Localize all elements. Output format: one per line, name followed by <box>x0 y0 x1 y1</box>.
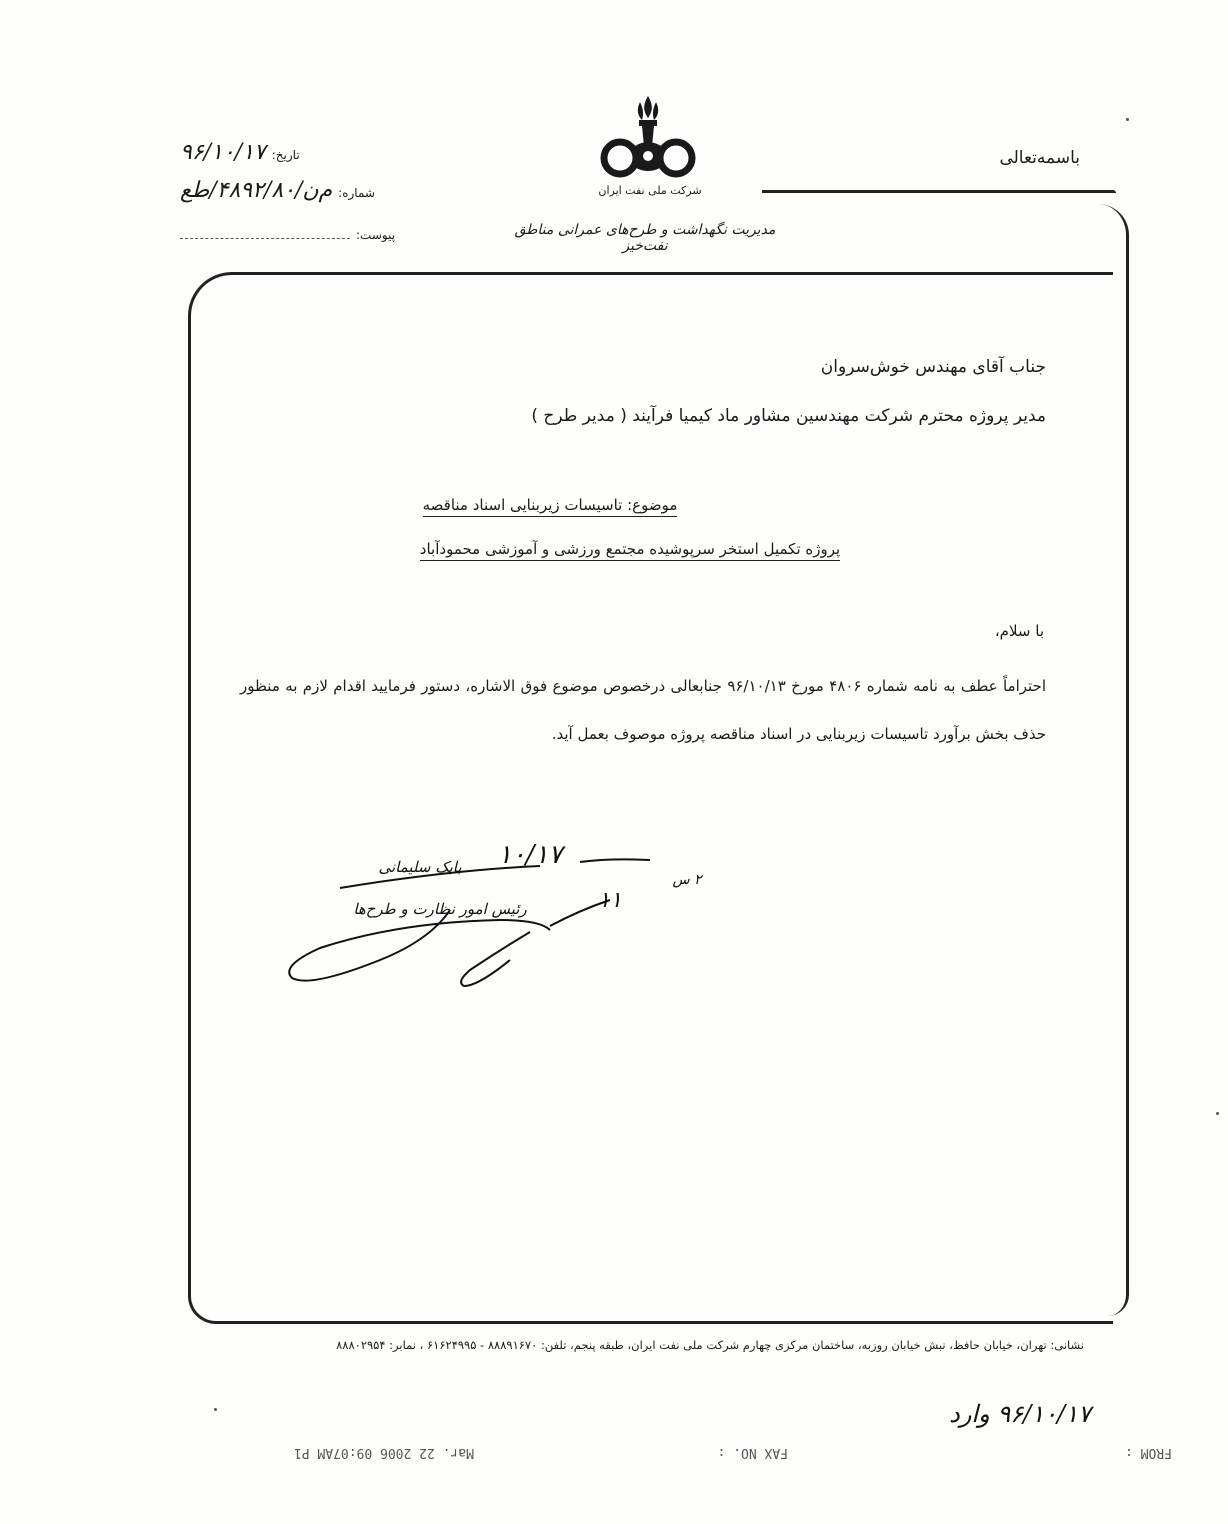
fax-timestamp: Mar. 22 2006 09:07AM P1 <box>293 1445 474 1460</box>
date-label: تاریخ: <box>271 148 300 162</box>
handwritten-received-note: ۹۶/۱۰/۱۷ وارد <box>949 1400 1091 1428</box>
addressee-line-1: جناب آقای مهندس خوش‌سروان <box>820 357 1046 377</box>
handwritten-date-note: ۱۰/۱۷ <box>497 840 563 870</box>
fax-number-label: FAX NO. : <box>717 1445 788 1460</box>
greeting: با سلام، <box>994 622 1044 640</box>
basmala-heading: باسمه‌تعالی <box>999 148 1080 168</box>
scan-speck <box>1216 1112 1219 1115</box>
meta-number-row <box>180 178 402 203</box>
fax-from-label: FROM : <box>1125 1445 1172 1460</box>
date-value: ۹۶/۱۰/۱۷ <box>180 140 266 165</box>
frame-top-border <box>762 190 1116 193</box>
department-name: مدیریت نگهداشت و طرح‌های عمرانی مناطق نفت‌خیز <box>514 222 776 254</box>
subject-line <box>300 496 800 514</box>
body-paragraph: احتراماً عطف به نامه شماره ۴۸۰۶ مورخ ۹۶/۱۰/۱۳ جنابعالی درخصوص موضوع فوق الاشاره، دستور فرمایید اقدام لازم به منظور حذف بخش برآورد تاسیسات زیربنایی در اسناد مناقصه پروژه موصوف بعمل آید. <box>240 677 1046 743</box>
meta-date-row <box>180 140 402 165</box>
handwritten-number-note: ۱۱ <box>598 888 622 913</box>
footer-address: نشانی: تهران، خیابان حافظ، نبش خیابان روزبه، ساختمان مرکزی چهارم شرکت ملی نفت ایران، طبقه پنجم، تلفن: ۸۸۸۹۱۶۷۰ - ۶۱۶۲۴۹۹۵ ، نمابر: ۸۸۸۰۲۹۵۴ <box>336 1338 1084 1352</box>
project-line <box>360 540 900 558</box>
subject-text: موضوع: تاسیسات زیربنایی اسناد مناقصه <box>423 496 678 517</box>
meta-attachment-row <box>180 228 402 242</box>
scan-speck <box>1126 118 1129 121</box>
number-label: شماره: <box>338 186 375 200</box>
attachment-blank-line <box>180 230 350 239</box>
handwritten-short-note: ۲ س <box>672 872 702 888</box>
attachment-label: پیوست: <box>356 228 396 242</box>
fax-header-line <box>210 1438 1180 1460</box>
project-text: پروژه تکمیل استخر سرپوشیده مجتمع ورزشی و آموزشی محمودآباد <box>420 540 840 561</box>
handwritten-name-note: بابک سلیمانی <box>378 858 462 876</box>
company-name: شرکت ملی نفت ایران <box>598 184 702 197</box>
scan-speck <box>214 1408 217 1411</box>
number-value: م‌ن/۴۸۹۲/۸۰/طع <box>180 178 333 203</box>
addressee-block <box>240 354 1046 430</box>
addressee-line-2: مدیر پروژه محترم شرکت مهندسین مشاور ماد کیمیا فرآیند ( مدیر طرح ) <box>531 406 1046 427</box>
handwritten-role-note: رئیس امور نظارت و طرح‌ها <box>353 900 527 918</box>
